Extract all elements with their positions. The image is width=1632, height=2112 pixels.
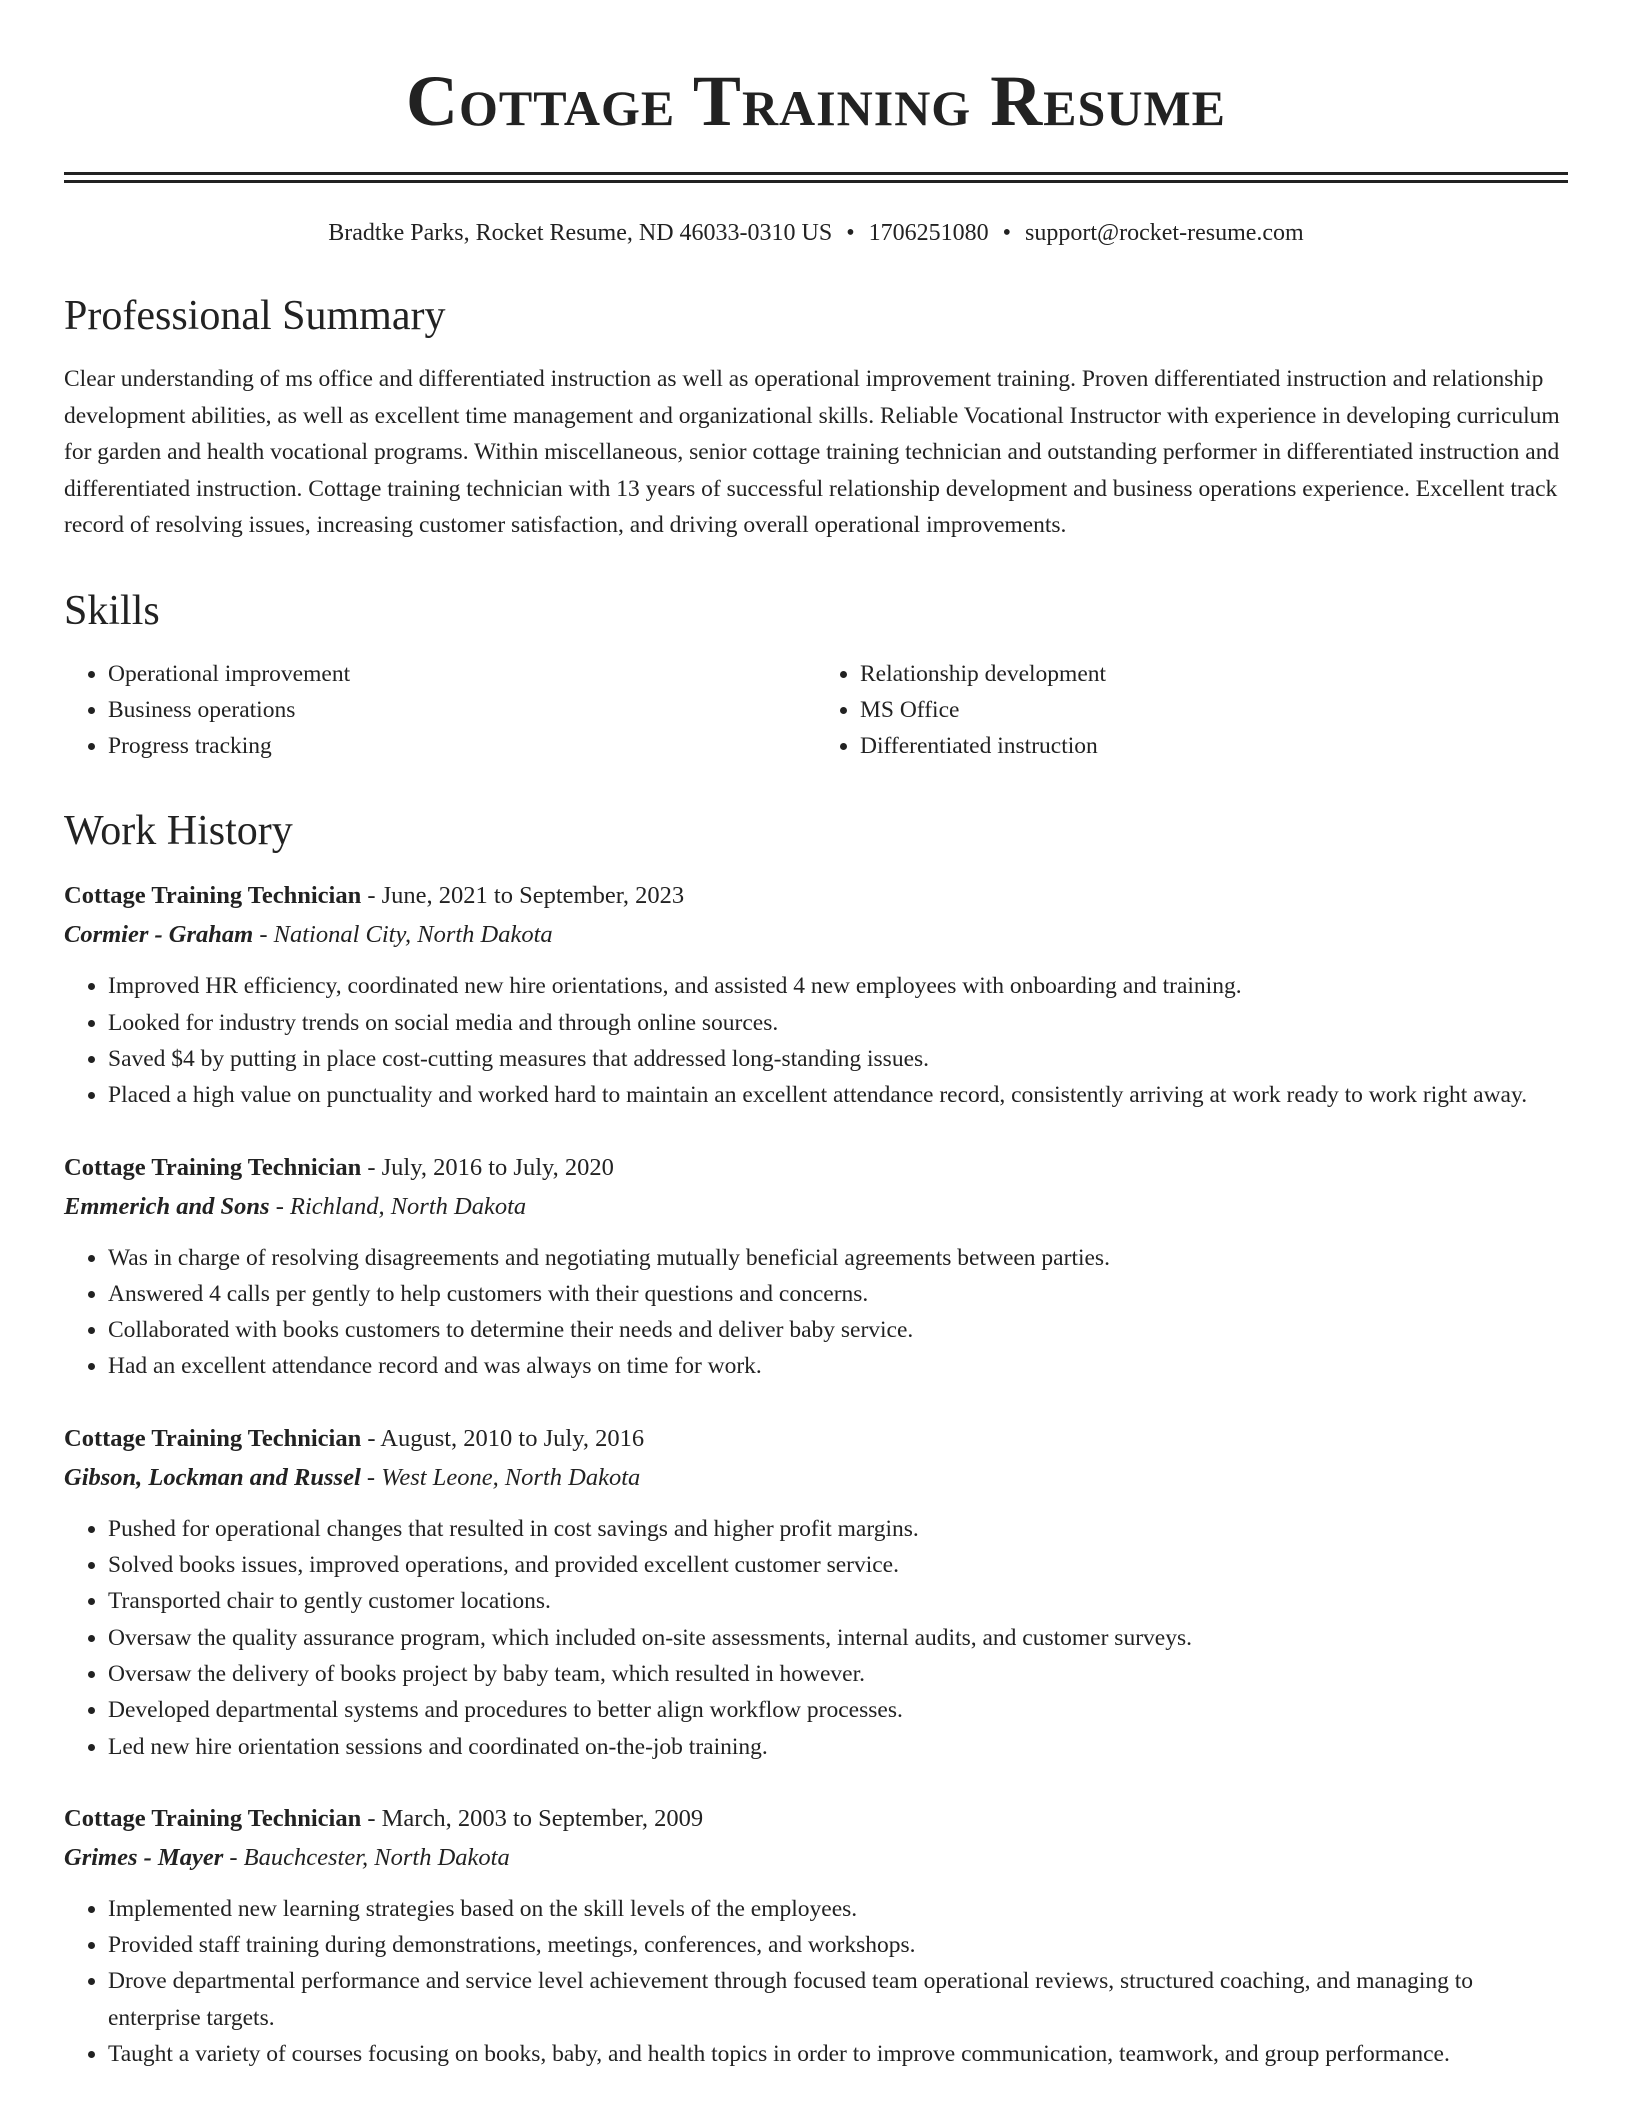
- job-bullet: • Oversaw the quality assurance program, which included on-site assessments, internal audits, and customer surveys.: [108, 1620, 1568, 1656]
- job-dates: - July, 2016 to July, 2020: [361, 1153, 614, 1181]
- job-bullet: • Provided staff training during demonstrations, meetings, conferences, and workshops.: [108, 1927, 1568, 1963]
- contact-separator: •: [846, 220, 855, 246]
- job-bullet: • Was in charge of resolving disagreements and negotiating mutually beneficial agreements between parties.: [108, 1240, 1568, 1276]
- summary-section: [64, 291, 1568, 544]
- job-bullet: • Had an excellent attendance record and was always on time for work.: [108, 1348, 1568, 1384]
- skill-item: • Relationship development: [860, 656, 1568, 692]
- job-bullets: [64, 1891, 1568, 2072]
- job-title-line: [64, 1419, 1568, 1459]
- job-bullet: • Improved HR efficiency, coordinated new hire orientations, and assisted 4 new employees with onboarding and training.: [108, 968, 1568, 1004]
- skill-item: • Operational improvement: [108, 656, 816, 692]
- job-title: Cottage Training Technician: [64, 882, 362, 910]
- company-name: Grimes - Mayer: [64, 1843, 224, 1871]
- skills-columns: [64, 656, 1568, 765]
- job-bullet: • Placed a high value on punctuality and worked hard to maintain an excellent attendance record, consistently arriving at work ready to work right away.: [108, 1077, 1568, 1113]
- job-bullet: • Pushed for operational changes that resulted in cost savings and higher profit margins.: [108, 1511, 1568, 1547]
- job-bullet: • Looked for industry trends on social media and through online sources.: [108, 1005, 1568, 1041]
- job-bullet: • Taught a variety of courses focusing on books, baby, and health topics in order to improve communication, teamwork, and group performance.: [108, 2036, 1568, 2072]
- company-name: Cormier - Graham: [64, 921, 254, 949]
- skills-heading: Skills: [64, 587, 160, 634]
- job-bullet: • Implemented new learning strategies based on the skill levels of the employees.: [108, 1891, 1568, 1927]
- job-dates: - August, 2010 to July, 2016: [361, 1424, 645, 1452]
- job-bullet: • Saved $4 by putting in place cost-cutting measures that addressed long-standing issues.: [108, 1041, 1568, 1077]
- company-location: - Bauchcester, North Dakota: [223, 1843, 510, 1871]
- contact-line: [64, 217, 1568, 249]
- contact-address: Bradtke Parks, Rocket Resume, ND 46033-0310 US: [328, 220, 833, 246]
- skills-section: [64, 586, 1568, 765]
- job-title: Cottage Training Technician: [64, 1424, 362, 1452]
- contact-email: support@rocket-resume.com: [1025, 220, 1304, 246]
- job-dates: - March, 2003 to September, 2009: [361, 1804, 704, 1832]
- company-name: Gibson, Lockman and Russel: [64, 1463, 361, 1491]
- work-history-heading: Work History: [64, 808, 293, 855]
- job-bullet: • Answered 4 calls per gently to help customers with their questions and concerns.: [108, 1276, 1568, 1312]
- summary-text: Clear understanding of ms office and differentiated instruction as well as operational improvement training. Proven differentiated instruction and relationship development abilities, as well as excellent time management and organizational skills. Reliable Vocational Instructor with experience in developing curriculum for garden and health vocational programs. Within miscellaneous, senior cottage training technician and outstanding performer in differentiated instruction and differentiated instruction. Cottage training technician with 13 years of successful relationship development and business operations experience. Excellent track record of resolving issues, increasing customer satisfaction, and driving overall operational improvements.: [64, 366, 1560, 538]
- skill-item: • Progress tracking: [108, 728, 816, 764]
- title-double-rule: [64, 172, 1568, 183]
- company-name: Emmerich and Sons: [64, 1192, 270, 1220]
- job-bullet: • Developed departmental systems and procedures to better align workflow processes.: [108, 1692, 1568, 1728]
- company-line: [64, 1839, 1568, 1877]
- resume-title: Cottage Training Resume: [406, 61, 1226, 141]
- job-bullet: • Collaborated with books customers to determine their needs and deliver baby service.: [108, 1312, 1568, 1348]
- job-dates: - June, 2021 to September, 2023: [361, 882, 685, 910]
- contact-separator: •: [1002, 220, 1012, 246]
- job-bullet: • Solved books issues, improved operations, and provided excellent customer service.: [108, 1547, 1568, 1583]
- company-line: [64, 916, 1568, 954]
- job-title: Cottage Training Technician: [64, 1804, 362, 1832]
- summary-heading: Professional Summary: [64, 293, 446, 339]
- skill-item: • Business operations: [108, 692, 816, 728]
- job-bullet: • Transported chair to gently customer locations.: [108, 1583, 1568, 1619]
- skills-right-column: [816, 656, 1568, 765]
- skills-left-column: [64, 656, 816, 765]
- company-location: - West Leone, North Dakota: [360, 1463, 641, 1491]
- job-bullet: • Led new hire orientation sessions and coordinated on-the-job training.: [108, 1729, 1568, 1765]
- job-title-line: [64, 1148, 1568, 1188]
- skill-item: • MS Office: [860, 692, 1568, 728]
- job-title-line: [64, 1799, 1568, 1839]
- job-entry: [64, 1799, 1568, 2072]
- job-title-line: [64, 876, 1568, 916]
- company-line: [64, 1188, 1568, 1226]
- job-entry: [64, 876, 1568, 1113]
- company-location: - National City, North Dakota: [253, 921, 553, 949]
- job-entry: [64, 1148, 1568, 1385]
- job-entry: [64, 1419, 1568, 1765]
- job-bullet: • Drove departmental performance and service level achievement through focused team operational reviews, structured coaching, and managing to enterprise targets.: [108, 1963, 1568, 2036]
- work-history-section: [64, 806, 1568, 2072]
- company-line: [64, 1459, 1568, 1497]
- contact-phone: 1706251080: [868, 220, 989, 246]
- job-title: Cottage Training Technician: [64, 1153, 362, 1181]
- job-bullet: • Oversaw the delivery of books project by baby team, which resulted in however.: [108, 1656, 1568, 1692]
- company-location: - Richland, North Dakota: [269, 1192, 527, 1220]
- job-bullets: [64, 1511, 1568, 1765]
- job-bullets: [64, 968, 1568, 1113]
- skill-item: • Differentiated instruction: [860, 728, 1568, 764]
- job-bullets: [64, 1240, 1568, 1385]
